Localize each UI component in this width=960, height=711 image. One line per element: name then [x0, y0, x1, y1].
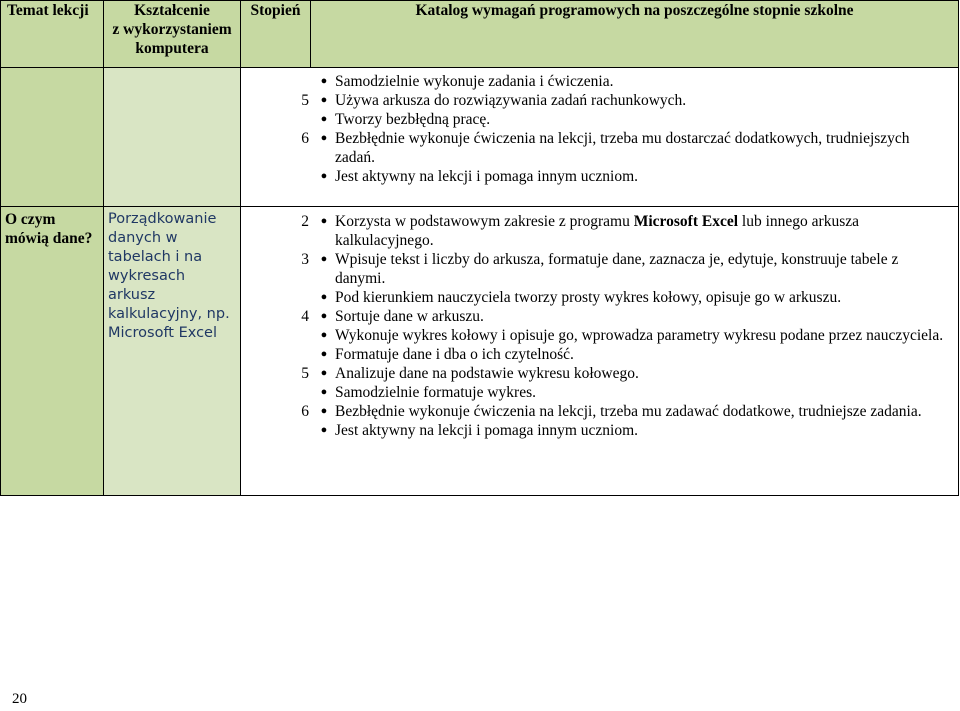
requirement-item [241, 212, 958, 250]
header-education-line: komputera [135, 40, 209, 57]
header-topic: Temat lekcji [1, 1, 104, 68]
bullet-icon: ● [320, 424, 328, 436]
bullet-icon: ● [320, 215, 328, 227]
requirement-text: Analizuje dane na podstawie wykresu kołowego. [335, 365, 639, 382]
grade-number: 5 [301, 365, 309, 382]
requirement-item [241, 250, 958, 288]
header-education-line: Kształcenie [134, 2, 210, 19]
bullet-icon: ● [320, 348, 328, 360]
bullet-icon: ● [320, 132, 328, 144]
lesson-education: Porządkowanie danych w tabelach i na wykresach arkusz kalkulacyjny, np. Microsoft Excel [104, 207, 241, 496]
requirement-text [335, 212, 958, 250]
grade-number: 5 [301, 92, 309, 109]
grade-number: 3 [301, 251, 309, 268]
continued-row [1, 68, 959, 207]
requirement-text: Wykonuje wykres kołowy i opisuje go, wprowadza parametry wykresu podane przez nauczyciela. [335, 327, 944, 344]
requirement-item [241, 288, 958, 307]
grade-number: 6 [301, 403, 309, 420]
bullet-icon: ● [320, 170, 328, 182]
bullet-icon: ● [320, 113, 328, 125]
requirement-item [241, 72, 958, 91]
requirement-item [241, 91, 958, 110]
bullet-icon: ● [320, 329, 328, 341]
requirement-text: Bezbłędnie wykonuje ćwiczenia na lekcji, trzeba mu zadawać dodatkowe, trudniejsze zadania. [335, 403, 922, 420]
requirement-text: Wpisuje tekst i liczby do arkusza, formatuje dane, zaznacza je, edytuje, konstruuje tabele z danymi. [335, 251, 899, 287]
requirement-text: Formatuje dane i dba o ich czytelność. [335, 346, 574, 363]
requirement-item [241, 421, 958, 440]
requirement-text: Jest aktywny na lekcji i pomaga innym uczniom. [335, 168, 639, 185]
bullet-icon: ● [320, 386, 328, 398]
requirement-text: Sortuje dane w arkuszu. [335, 308, 484, 325]
bullet-icon: ● [320, 75, 328, 87]
requirement-item [241, 326, 958, 345]
header-row [1, 1, 959, 68]
header-grade: Stopień [241, 1, 311, 68]
bullet-icon: ● [320, 291, 328, 303]
grade-number: 6 [301, 130, 309, 147]
requirement-text: Jest aktywny na lekcji i pomaga innym uczniom. [335, 422, 639, 439]
header-education-line: z wykorzystaniem [112, 21, 232, 38]
requirement-item [241, 307, 958, 326]
bullet-icon: ● [320, 253, 328, 265]
requirement-text: Używa arkusza do rozwiązywania zadań rachunkowych. [335, 92, 687, 109]
page-number: 20 [12, 691, 27, 707]
bullet-icon: ● [320, 405, 328, 417]
requirement-item [241, 402, 958, 421]
requirement-text: Bezbłędnie wykonuje ćwiczenia na lekcji, trzeba mu dostarczać dodatkowych, trudniejszych zadań. [335, 130, 910, 166]
grade-number: 4 [301, 308, 309, 325]
requirement-text: Pod kierunkiem nauczyciela tworzy prosty wykres kołowy, opisuje go w arkuszu. [335, 289, 842, 306]
requirement-item [241, 383, 958, 402]
lesson-requirements [241, 207, 959, 496]
requirement-item [241, 364, 958, 383]
requirement-text-part: lub innego arkusza kalkulacyjnego. [335, 213, 859, 249]
requirement-text: Tworzy bezbłędną pracę. [335, 111, 491, 128]
requirement-text-part: Korzysta w podstawowym zakresie z programu [335, 213, 634, 230]
continued-requirements [241, 68, 959, 207]
lesson-row [1, 207, 959, 496]
bullet-icon: ● [320, 367, 328, 379]
program-name: Microsoft Excel [633, 213, 739, 230]
grade-number: 2 [301, 213, 309, 230]
bullet-icon: ● [320, 94, 328, 106]
header-education [104, 1, 241, 68]
requirement-item [241, 345, 958, 364]
topic-cell-empty [1, 68, 104, 207]
header-catalog: Katalog wymagań programowych na poszczególne stopnie szkolne [311, 1, 959, 68]
requirement-text: Samodzielnie wykonuje zadania i ćwiczenia. [335, 73, 614, 90]
requirement-text: Samodzielnie formatuje wykres. [335, 384, 537, 401]
req-list [241, 72, 958, 186]
requirement-item [241, 110, 958, 129]
education-cell-empty [104, 68, 241, 207]
lesson-topic: O czym mówią dane? [1, 207, 104, 496]
requirement-item [241, 167, 958, 186]
bullet-icon: ● [320, 310, 328, 322]
requirement-item [241, 129, 958, 167]
